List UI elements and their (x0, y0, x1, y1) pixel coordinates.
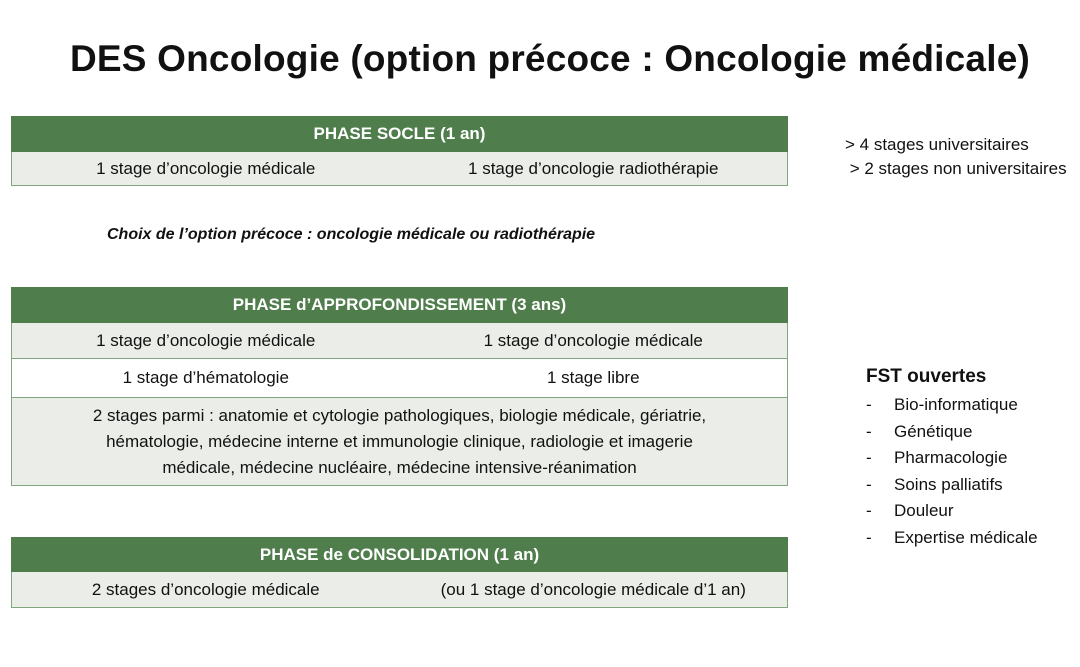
list-item-label: Pharmacologie (894, 448, 1008, 467)
phase-socle-header: PHASE SOCLE (1 an) (12, 117, 788, 152)
list-item-label: Douleur (894, 501, 954, 520)
table-row (12, 359, 788, 398)
option-choice-text: Choix de l’option précoce : oncologie médicale ou radiothérapie (107, 226, 596, 243)
table-row (12, 572, 788, 608)
dash-bullet: - (866, 501, 872, 520)
dash-bullet: - (866, 448, 872, 467)
phase-approfondissement-table (11, 287, 788, 486)
phase-approfondissement-header: PHASE d’APPROFONDISSEMENT (3 ans) (12, 288, 788, 323)
stat-line: > 4 stages universitaires (845, 135, 1029, 154)
table-row (12, 323, 788, 359)
table-cell: 1 stage libre (400, 359, 788, 398)
stage-counts (845, 133, 1067, 181)
table-cell: 1 stage d’hématologie (12, 359, 400, 398)
stat-line: > 2 stages non universitaires (845, 159, 1067, 178)
table-row (12, 152, 788, 186)
fst-list (866, 392, 1038, 551)
table-cell: 1 stage d’oncologie médicale (12, 323, 400, 359)
dash-bullet: - (866, 474, 872, 494)
phase-consolidation-header: PHASE de CONSOLIDATION (1 an) (12, 538, 788, 572)
list-item (866, 498, 1038, 525)
dash-bullet: - (866, 421, 872, 441)
fst-list-block (866, 366, 1038, 551)
full-row-line: hématologie, médecine interne et immunologie clinique, radiologie et imagerie (106, 431, 693, 451)
table-cell: 1 stage d’oncologie médicale (12, 152, 400, 186)
table-cell: 1 stage d’oncologie médicale (400, 323, 788, 359)
list-item (866, 419, 1038, 446)
list-item (866, 525, 1038, 552)
page-title: DES Oncologie (option précoce : Oncologie médicale) (69, 38, 1030, 79)
table-cell: 1 stage d’oncologie radiothérapie (400, 152, 788, 186)
fst-title: FST ouvertes (866, 366, 987, 387)
list-item-label: Expertise médicale (894, 527, 1038, 547)
phase-consolidation-table (11, 537, 788, 608)
phase-socle-table (11, 116, 788, 186)
list-item (866, 472, 1038, 499)
dash-bullet: - (866, 527, 872, 547)
table-row (12, 398, 788, 486)
table-cell-full (12, 398, 788, 486)
table-cell: (ou 1 stage d’oncologie médicale d’1 an) (400, 572, 788, 608)
dash-bullet: - (866, 395, 872, 414)
list-item-label: Génétique (894, 421, 973, 441)
list-item (866, 445, 1038, 472)
table-cell: 2 stages d’oncologie médicale (12, 572, 400, 608)
full-row-line: médicale, médecine nucléaire, médecine intensive-réanimation (162, 457, 637, 477)
list-item (866, 392, 1038, 419)
full-row-line: 2 stages parmi : anatomie et cytologie pathologiques, biologie médicale, gériatrie, (92, 405, 707, 425)
list-item-label: Bio-informatique (894, 395, 1018, 414)
list-item-label: Soins palliatifs (894, 474, 1003, 494)
